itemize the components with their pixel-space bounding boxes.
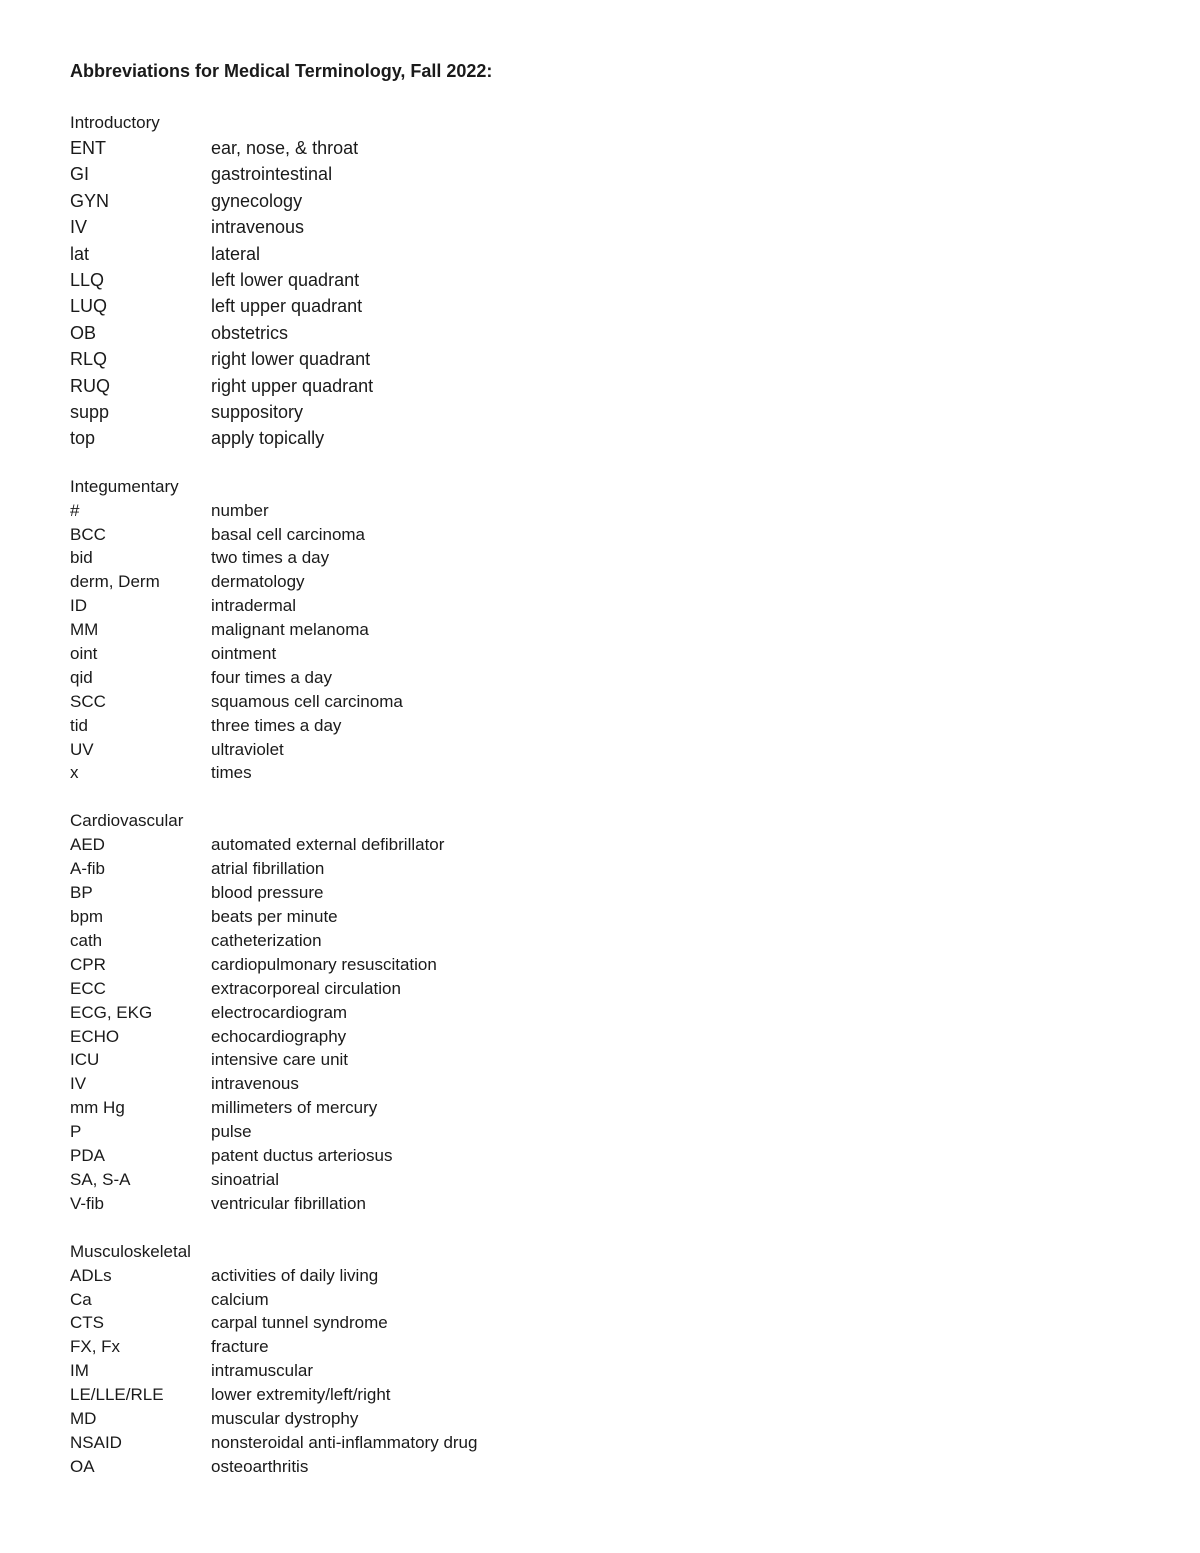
abbreviation-row [70, 833, 1130, 857]
abbreviation-meaning: blood pressure [211, 883, 324, 903]
abbreviation-row [70, 188, 1130, 214]
abbreviation-row [70, 546, 1130, 570]
abbreviation: tid [70, 715, 88, 735]
abbreviation-meaning: four times a day [211, 667, 332, 687]
abbreviation-row [70, 666, 1130, 690]
abbreviation-meaning: lower extremity/left/right [211, 1385, 391, 1405]
abbreviation: IV [70, 1074, 87, 1094]
abbreviation-meaning: fracture [211, 1337, 269, 1357]
abbreviation-meaning: gynecology [211, 190, 303, 211]
abbreviation-row [70, 1192, 1130, 1216]
entry-list [70, 499, 1130, 786]
abbreviation-meaning: ultraviolet [211, 739, 284, 759]
abbreviation-meaning: obstetrics [211, 322, 289, 343]
abbreviation-row [70, 1048, 1130, 1072]
abbreviation: MM [70, 620, 99, 640]
abbreviation: LUQ [70, 296, 108, 317]
abbreviation: ADLs [70, 1265, 112, 1285]
abbreviation-meaning: left upper quadrant [211, 296, 363, 317]
abbreviation-meaning: calcium [211, 1289, 269, 1309]
abbreviation: qid [70, 667, 93, 687]
abbreviation: x [70, 763, 79, 783]
abbreviation-meaning: echocardiography [211, 1026, 347, 1046]
abbreviation-row [70, 1001, 1130, 1025]
abbreviation: IV [70, 217, 88, 238]
abbreviation: mm Hg [70, 1098, 125, 1118]
abbreviation: BP [70, 883, 93, 903]
abbreviation-row [70, 1120, 1130, 1144]
abbreviation-meaning: intramuscular [211, 1361, 314, 1381]
abbreviation: oint [70, 644, 98, 664]
abbreviation: top [70, 428, 96, 449]
abbreviation: IM [70, 1361, 89, 1381]
abbreviation-row [70, 594, 1130, 618]
abbreviation-meaning: two times a day [211, 548, 330, 568]
abbreviation-meaning: carpal tunnel syndrome [211, 1313, 388, 1333]
abbreviation-meaning: lateral [211, 243, 261, 264]
abbreviation-row [70, 346, 1130, 372]
abbreviation-meaning: electrocardiogram [211, 1002, 348, 1022]
abbreviation: bid [70, 548, 93, 568]
abbreviation: PDA [70, 1145, 105, 1165]
abbreviation: RUQ [70, 375, 110, 396]
abbreviation-meaning: apply topically [211, 428, 325, 449]
abbreviation: AED [70, 835, 105, 855]
abbreviation-row [70, 690, 1130, 714]
abbreviation-meaning: intravenous [211, 217, 305, 238]
abbreviation-row [70, 320, 1130, 346]
abbreviation-meaning: activities of daily living [211, 1265, 379, 1285]
entry-list [70, 135, 1130, 452]
abbreviation-row [70, 373, 1130, 399]
abbreviation-row [70, 1168, 1130, 1192]
abbreviation: BCC [70, 524, 106, 544]
document-title: Abbreviations for Medical Terminology, Fall 2022: [70, 61, 493, 81]
abbreviation-row [70, 1311, 1130, 1335]
abbreviation-meaning: osteoarthritis [211, 1456, 309, 1476]
section-introductory [70, 111, 1130, 452]
abbreviation-meaning: intravenous [211, 1074, 299, 1094]
abbreviation-meaning: millimeters of mercury [211, 1098, 378, 1118]
abbreviation: P [70, 1122, 82, 1142]
abbreviation: SA, S-A [70, 1169, 131, 1189]
abbreviation: SCC [70, 691, 106, 711]
abbreviation-meaning: ointment [211, 644, 277, 664]
abbreviation: OA [70, 1456, 95, 1476]
abbreviation: cath [70, 930, 103, 950]
section-integumentary [70, 475, 1130, 786]
abbreviation: A-fib [70, 859, 105, 879]
abbreviation-meaning: malignant melanoma [211, 620, 369, 640]
abbreviation-row [70, 761, 1130, 785]
abbreviation: ICU [70, 1050, 100, 1070]
abbreviation-row [70, 570, 1130, 594]
abbreviation-row [70, 399, 1130, 425]
abbreviation: ECC [70, 978, 106, 998]
section-heading: Integumentary [70, 476, 179, 496]
abbreviation-row [70, 1096, 1130, 1120]
abbreviation-row [70, 1335, 1130, 1359]
abbreviation-row [70, 738, 1130, 762]
abbreviation: # [70, 500, 80, 520]
abbreviation-row [70, 714, 1130, 738]
abbreviation-row [70, 1359, 1130, 1383]
abbreviation-meaning: suppository [211, 401, 304, 422]
section-heading: Musculoskeletal [70, 1241, 191, 1261]
abbreviation: GI [70, 164, 90, 185]
abbreviation-meaning: intensive care unit [211, 1050, 349, 1070]
abbreviation-meaning: extracorporeal circulation [211, 978, 401, 998]
abbreviation-row [70, 1431, 1130, 1455]
abbreviation-meaning: pulse [211, 1122, 252, 1142]
abbreviation-row [70, 857, 1130, 881]
abbreviation: UV [70, 739, 94, 759]
section-musculoskeletal [70, 1240, 1130, 1479]
abbreviation-meaning: atrial fibrillation [211, 859, 325, 879]
abbreviation-row [70, 214, 1130, 240]
section-heading: Introductory [70, 113, 160, 132]
abbreviation-meaning: right lower quadrant [211, 349, 371, 370]
abbreviation: ECHO [70, 1026, 120, 1046]
abbreviation-meaning: left lower quadrant [211, 269, 360, 290]
abbreviation: Ca [70, 1289, 92, 1309]
abbreviation: GYN [70, 190, 110, 211]
abbreviation-meaning: squamous cell carcinoma [211, 691, 403, 711]
abbreviation-meaning: catheterization [211, 930, 322, 950]
abbreviation-meaning: right upper quadrant [211, 375, 374, 396]
abbreviation: ECG, EKG [70, 1002, 153, 1022]
abbreviation-meaning: cardiopulmonary resuscitation [211, 954, 437, 974]
abbreviation-meaning: number [211, 500, 269, 520]
abbreviation-row [70, 241, 1130, 267]
abbreviation-meaning: three times a day [211, 715, 342, 735]
section-cardiovascular [70, 809, 1130, 1215]
abbreviation-row [70, 523, 1130, 547]
abbreviation: CPR [70, 954, 106, 974]
abbreviation-row [70, 161, 1130, 187]
abbreviation-row [70, 293, 1130, 319]
abbreviation: CTS [70, 1313, 104, 1333]
abbreviation: derm, Derm [70, 572, 160, 592]
abbreviation: LLQ [70, 269, 105, 290]
abbreviation: MD [70, 1408, 97, 1428]
abbreviation-row [70, 425, 1130, 451]
section-heading: Cardiovascular [70, 811, 184, 831]
abbreviation-meaning: muscular dystrophy [211, 1408, 359, 1428]
abbreviation-meaning: beats per minute [211, 907, 338, 927]
abbreviation-meaning: patent ductus arteriosus [211, 1145, 393, 1165]
abbreviation-meaning: nonsteroidal anti-inflammatory drug [211, 1432, 478, 1452]
abbreviation-row [70, 1144, 1130, 1168]
abbreviation-row [70, 618, 1130, 642]
abbreviation: bpm [70, 907, 104, 927]
abbreviation-meaning: gastrointestinal [211, 164, 333, 185]
abbreviation-row [70, 929, 1130, 953]
entry-list [70, 1264, 1130, 1479]
abbreviation-row [70, 1455, 1130, 1479]
abbreviation-row [70, 1383, 1130, 1407]
abbreviation-meaning: sinoatrial [211, 1169, 280, 1189]
entry-list [70, 833, 1130, 1215]
abbreviation-row [70, 1288, 1130, 1312]
abbreviation: lat [70, 243, 90, 264]
abbreviation-meaning: times [211, 763, 252, 783]
abbreviation-row [70, 135, 1130, 161]
abbreviation-meaning: intradermal [211, 596, 297, 616]
abbreviation-row [70, 977, 1130, 1001]
abbreviation: FX, Fx [70, 1337, 121, 1357]
abbreviation: V-fib [70, 1193, 105, 1213]
abbreviation-row [70, 267, 1130, 293]
abbreviation-row [70, 953, 1130, 977]
abbreviation-meaning: ventricular fibrillation [211, 1193, 366, 1213]
abbreviation: LE/LLE/RLE [70, 1385, 164, 1405]
abbreviation-row [70, 499, 1130, 523]
abbreviation: ENT [70, 138, 106, 158]
abbreviation: NSAID [70, 1432, 122, 1452]
abbreviation-meaning: automated external defibrillator [211, 835, 445, 855]
abbreviation-row [70, 1025, 1130, 1049]
abbreviation-meaning: basal cell carcinoma [211, 524, 366, 544]
abbreviation-row [70, 1407, 1130, 1431]
abbreviation-row [70, 642, 1130, 666]
abbreviation-row [70, 905, 1130, 929]
abbreviation: ID [70, 596, 87, 616]
abbreviation-row [70, 1264, 1130, 1288]
abbreviation-row [70, 881, 1130, 905]
abbreviation: OB [70, 322, 97, 343]
abbreviation-row [70, 1072, 1130, 1096]
abbreviation-meaning: ear, nose, & throat [211, 138, 359, 158]
abbreviation: supp [70, 401, 110, 422]
abbreviation-meaning: dermatology [211, 572, 305, 592]
abbreviation: RLQ [70, 349, 108, 370]
document-page [70, 58, 1130, 1479]
